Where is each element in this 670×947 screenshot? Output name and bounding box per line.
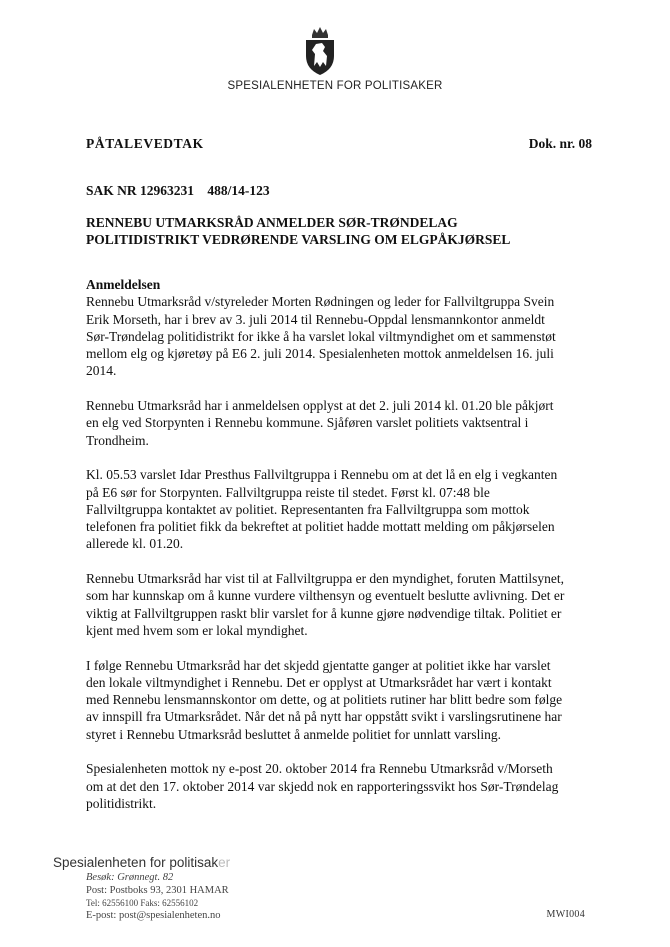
paragraph <box>86 657 596 743</box>
document-type: PÅTALEVEDTAK <box>86 136 204 151</box>
section-heading: Anmeldelsen <box>86 277 161 292</box>
footer-agency-text: Spesialenheten for politisak <box>53 855 219 870</box>
text-line: Trondheim. <box>86 432 149 448</box>
case-reference: 488/14-123 <box>207 183 270 198</box>
text-line: Fallviltgruppa kontaktet av politiet. Representanten fra Fallviltgruppa som mottok <box>86 501 530 517</box>
paragraph <box>86 466 596 552</box>
text-line: Sør-Trøndelag politidistrikt for ikke å ha varslet lokal viltmyndighet om et sammenstøt <box>86 328 556 344</box>
title-line: POLITIDISTRIKT VEDRØRENDE VARSLING OM ELGPÅKJØRSEL <box>86 232 511 247</box>
text-line: Kl. 05.53 varslet Idar Presthus Fallviltgruppa i Rennebu om at det lå en elg i vegkanten <box>86 467 558 483</box>
text-line: den lokale viltmyndighet i Rennebu. Det er opplyst at Utmarksrådet har vært i kontakt <box>86 674 552 690</box>
text-line: Rennebu Utmarksråd har vist til at Fallviltgruppa er den myndighet, foruten Mattilsynet, <box>86 571 565 587</box>
text-line: politidistrikt. <box>86 795 157 811</box>
case-number: SAK NR 12963231 <box>86 183 195 198</box>
paragraph <box>86 293 596 379</box>
text-line: en elg ved Storpynten i Rennebu kommune. Sjåføren varslet politiets vaktsentral i <box>86 415 529 431</box>
text-line: Erik Morseth, har i brev av 3. juli 2014 til Rennebu-Oppdal lensmannkontor anmeldt <box>86 311 545 327</box>
paragraph <box>86 397 596 449</box>
document-title <box>86 214 606 248</box>
footer-post-address: Post: Postboks 93, 2301 HAMAR <box>86 884 229 896</box>
paragraph <box>86 760 596 812</box>
document-mark: MWI004 <box>546 909 585 920</box>
text-line: med Rennebu lensmannskontor om dette, og at politiets rutiner har blitt bedre som følge <box>86 692 563 708</box>
document-number: Dok. nr. 08 <box>528 136 592 151</box>
footer-visit-address: Besøk: Grønnegt. 82 <box>86 872 174 883</box>
text-line: om at det den 17. oktober 2014 var skjedd nok en rapporteringssvikt hos Sør-Trøndelag <box>86 778 559 794</box>
norwegian-lion-crest-icon <box>302 26 338 76</box>
text-line: viktig at Fallviltgruppen raskt blir varslet for å kunne gjøre nødvendige tiltak. Politiet er <box>86 605 562 621</box>
text-line: kjent med hvem som er lokal myndighet. <box>86 622 308 638</box>
case-line <box>86 183 280 199</box>
footer-agency-name <box>53 855 230 870</box>
text-line: I følge Rennebu Utmarksråd har det skjedd gjentatte ganger at politiet ikke har varslet <box>86 657 551 673</box>
paragraph <box>86 570 596 639</box>
text-line: 2014. <box>86 363 117 379</box>
text-line: av innspill fra Utmarksrådet. Når det nå på nytt har oppstått svikt i varslingsrutinene har <box>86 709 562 725</box>
text-line: mellom elg og kjøretøy på E6 2. juli 2014. Spesialenheten mottok anmeldelsen 16. juli <box>86 346 554 362</box>
text-line: Rennebu Utmarksråd v/styreleder Morten Rødningen og leder for Fallviltgruppa Svein <box>86 294 555 310</box>
text-line: som har kunnskap om å kunne vurdere vilthensyn og eventuelt beslutte avlivning. Det er <box>86 588 565 604</box>
text-line: Rennebu Utmarksråd har i anmeldelsen opplyst at det 2. juli 2014 kl. 01.20 ble påkjørt <box>86 398 554 414</box>
text-line: telefonen fra politiet fikk da bekreftet at politiet hadde mottatt melding om påkjørselen <box>86 519 555 535</box>
text-line: styret i Rennebu Utmarksråd besluttet å anmelde politiet for unnlatt varsling. <box>86 726 502 742</box>
text-line: allerede kl. 01.20. <box>86 536 184 552</box>
footer-email: E-post: post@spesialenheten.no <box>86 909 221 921</box>
footer-contact <box>86 872 229 922</box>
footer-agency-text-faded: er <box>218 855 231 870</box>
document-body <box>86 276 596 830</box>
text-line: på E6 sør for Storpynten. Fallviltgruppa reiste til stedet. Først kl. 07:48 ble <box>86 484 490 500</box>
title-line: RENNEBU UTMARKSRÅD ANMELDER SØR-TRØNDELAG <box>86 215 458 230</box>
text-line: Spesialenheten mottok ny e-post 20. oktober 2014 fra Rennebu Utmarksråd v/Morseth <box>86 761 553 777</box>
footer-phone: Tel: 62556100 Faks: 62556102 <box>86 898 199 909</box>
agency-header: SPESIALENHETEN FOR POLITISAKER <box>227 80 443 92</box>
